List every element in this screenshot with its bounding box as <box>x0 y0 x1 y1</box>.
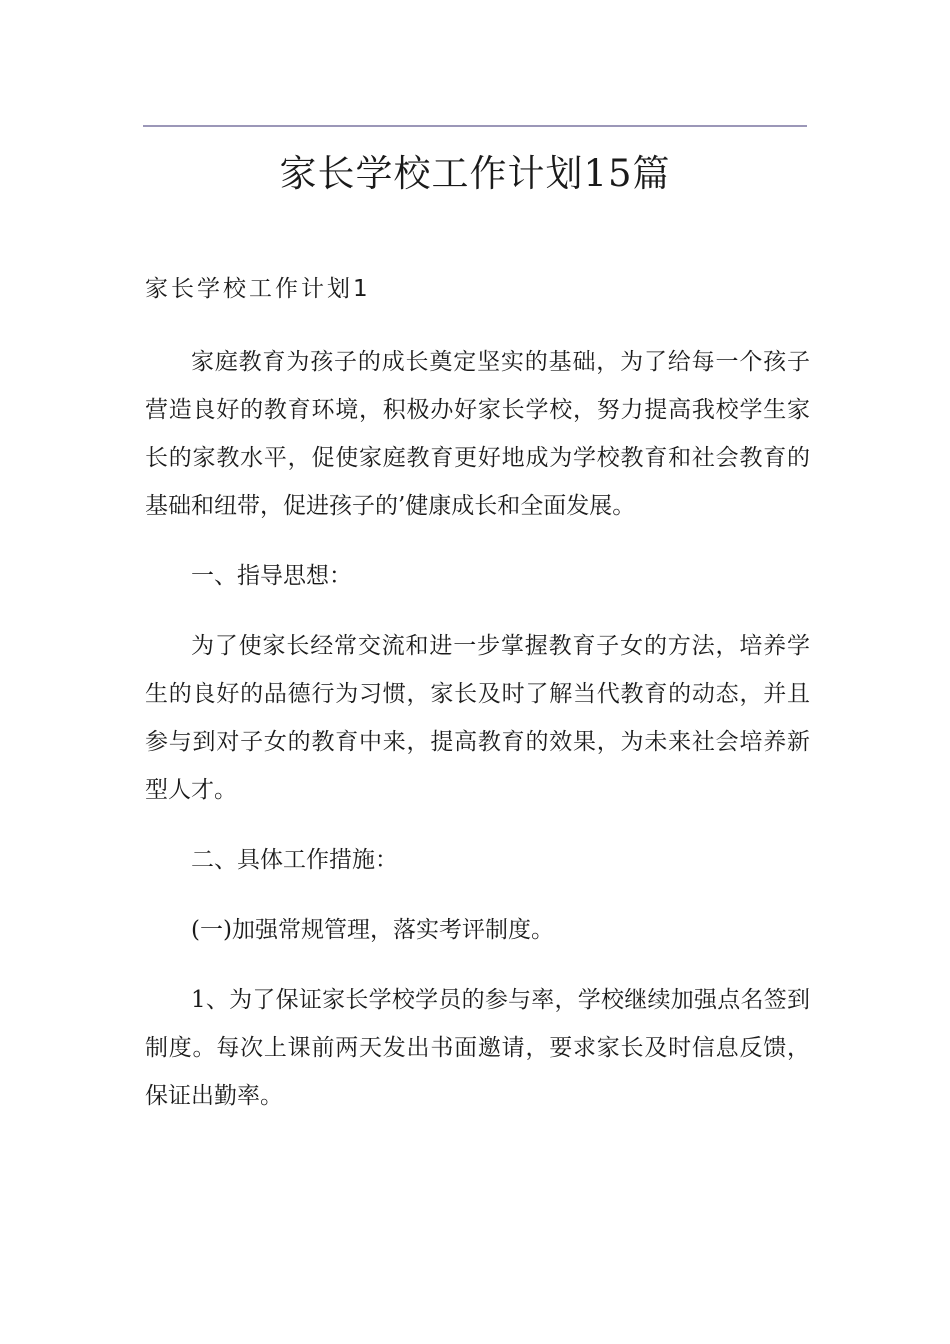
subheading-routine-management: (一)加强常规管理，落实考评制度。 <box>191 917 554 943</box>
heading-guiding-thought: 一、指导思想： <box>191 563 352 589</box>
heading-work-measures: 二、具体工作措施： <box>191 847 398 873</box>
paragraph-attendance: 1、为了保证家长学校学员的参与率，学校继续加强点名签到制度。每次上课前两天发出书面邀请，要求家长及时信息反馈，保证出勤率。 <box>145 987 810 1109</box>
paragraph-guiding-thought: 为了使家长经常交流和进一步掌握教育子女的方法，培养学生的良好的品德行为习惯，家长及时了解当代教育的动态，并且参与到对子女的教育中来，提高教育的效果，为未来社会培养新型人才。 <box>145 633 810 803</box>
header-rule <box>143 125 807 127</box>
paragraph-intro: 家庭教育为孩子的成长奠定坚实的基础，为了给每一个孩子营造良好的教育环境，积极办好家长学校，努力提高我校学生家长的家教水平，促使家庭教育更好地成为学校教育和社会教育的基础和纽带，促进孩子的’健康成长和全面发展。 <box>145 349 810 519</box>
section-heading: 家长学校工作计划1 <box>145 276 371 302</box>
document-title: 家长学校工作计划15篇 <box>279 152 671 195</box>
